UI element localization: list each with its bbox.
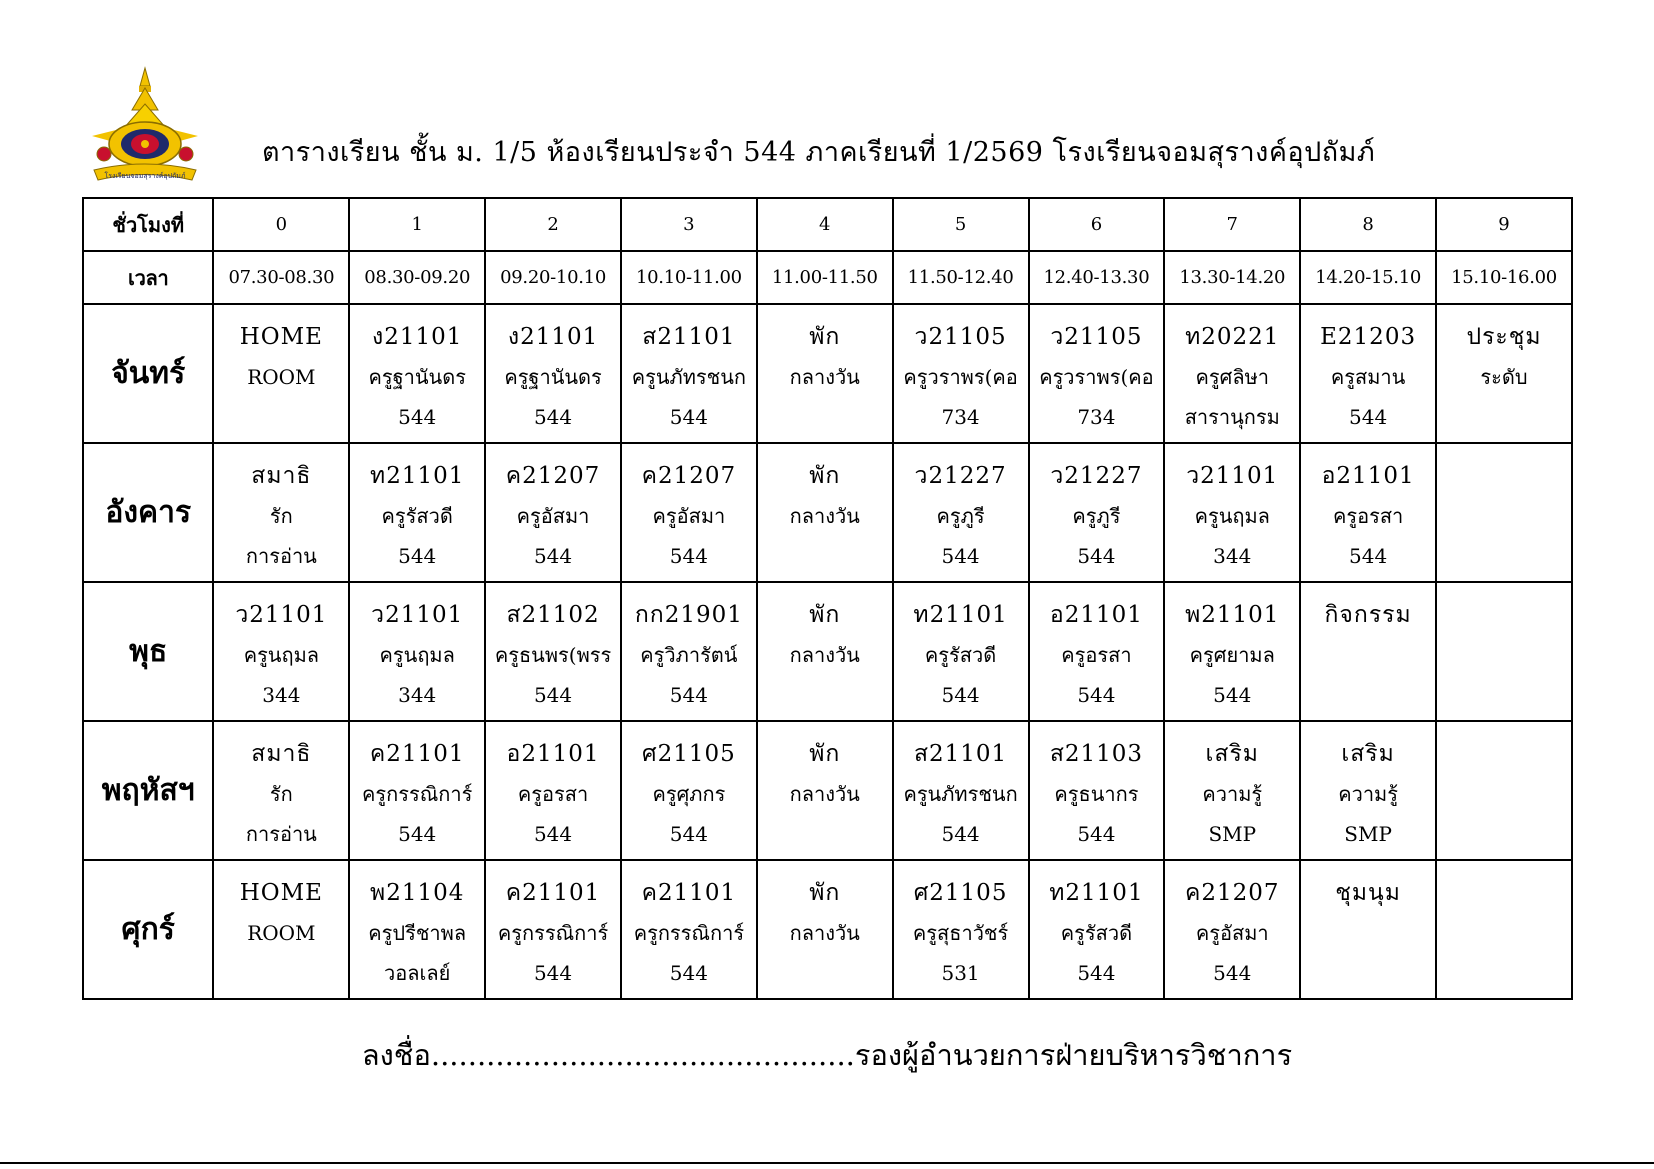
schedule-cell (1164, 860, 1300, 999)
schedule-cell (1029, 582, 1165, 721)
schedule-cell (1436, 304, 1572, 443)
teacher-name: ครูปรีชาพล (368, 921, 467, 945)
room-number: 544 (941, 544, 980, 568)
room-number: 544 (669, 961, 708, 985)
teacher-name: กลางวัน (789, 643, 860, 667)
teacher-name: ครูสุธาวัชร์ (912, 921, 1009, 945)
subject-code: ท21101 (913, 602, 1008, 628)
day-name: จันทร์ (83, 304, 213, 443)
schedule-cell (213, 582, 349, 721)
teacher-name: ROOM (247, 921, 316, 945)
schedule-cell (213, 860, 349, 999)
subject-code: ง21101 (372, 324, 463, 350)
schedule-cell (1436, 721, 1572, 860)
page-bottom-divider (0, 1162, 1654, 1164)
room-number: 544 (533, 405, 573, 429)
room-number: 544 (398, 544, 437, 568)
period-number: 5 (893, 198, 1029, 251)
subject-code: ว21105 (1050, 324, 1143, 350)
subject-code: HOME (239, 880, 323, 906)
schedule-cell (621, 721, 757, 860)
day-row (83, 721, 1572, 860)
schedule-cell (893, 721, 1029, 860)
teacher-name: ครูวราพร(คอ (1039, 365, 1154, 389)
teacher-name: ครูวิภารัตน์ (640, 643, 738, 667)
schedule-cell (1164, 582, 1300, 721)
timetable (82, 197, 1573, 1000)
period-time: 11.00-11.50 (757, 251, 893, 304)
room-number: 544 (533, 683, 573, 707)
room-number: 544 (669, 405, 708, 429)
subject-code: พัก (809, 880, 841, 906)
subject-code: ค21207 (1184, 880, 1280, 906)
period-time: 12.40-13.30 (1029, 251, 1165, 304)
schedule-cell (349, 582, 485, 721)
room-number: 544 (1077, 961, 1116, 985)
teacher-name: รัก (269, 782, 293, 806)
period-label: ชั่วโมงที่ (83, 198, 213, 251)
period-time: 10.10-11.00 (621, 251, 757, 304)
room-number: สารานุกรม (1184, 405, 1280, 429)
subject-code: กิจกรรม (1324, 602, 1412, 628)
day-row (83, 304, 1572, 443)
subject-code: ส21101 (642, 324, 736, 350)
room-number: วอลเลย์ (384, 961, 451, 985)
subject-code: ว21101 (1186, 463, 1279, 489)
subject-code: ค21101 (369, 741, 465, 767)
teacher-name: ครูธนากร (1054, 782, 1139, 806)
schedule-cell (1164, 721, 1300, 860)
schedule-cell (893, 860, 1029, 999)
teacher-name: ครูอัสมา (652, 504, 726, 528)
period-time: 09.20-10.10 (485, 251, 621, 304)
schedule-cell (757, 304, 893, 443)
subject-code: พัก (809, 463, 841, 489)
subject-code: ค21207 (505, 463, 601, 489)
teacher-name: ครูภูรี (936, 504, 985, 528)
schedule-cell (1300, 582, 1436, 721)
room-number: 544 (1213, 961, 1252, 985)
period-number: 3 (621, 198, 757, 251)
period-time: 11.50-12.40 (893, 251, 1029, 304)
room-number: 544 (533, 544, 573, 568)
subject-code: พ21104 (370, 880, 465, 906)
period-number: 4 (757, 198, 893, 251)
subject-code: ศ21105 (913, 880, 1008, 906)
teacher-name: ครูนภัทรชนก (903, 782, 1018, 806)
teacher-name: ความรู้ (1338, 782, 1398, 806)
subject-code: ส21102 (506, 602, 600, 628)
teacher-name: ครูกรรณิการ์ (362, 782, 473, 806)
room-number: SMP (1208, 822, 1257, 846)
subject-code: อ21101 (506, 741, 600, 767)
teacher-name: ครูรัสวดี (1060, 921, 1133, 945)
teacher-name: กลางวัน (789, 782, 860, 806)
schedule-cell (485, 443, 621, 582)
teacher-name: กลางวัน (789, 504, 860, 528)
schedule-cell (893, 304, 1029, 443)
teacher-name: กลางวัน (789, 921, 860, 945)
room-number: 344 (1213, 544, 1252, 568)
subject-code: ง21101 (507, 324, 599, 350)
schedule-cell (757, 721, 893, 860)
schedule-cell (349, 721, 485, 860)
teacher-name: ครูวราพร(คอ (903, 365, 1018, 389)
teacher-name: ครูฐานันดร (368, 365, 466, 389)
teacher-name: ครูศลิษา (1195, 365, 1270, 389)
room-number: 544 (669, 822, 708, 846)
period-header-row (83, 198, 1572, 251)
schedule-cell (213, 443, 349, 582)
schedule-cell (1029, 304, 1165, 443)
room-number: การอ่าน (245, 822, 317, 846)
teacher-name: ครูนภัทรชนก (631, 365, 747, 389)
room-number: 544 (398, 405, 437, 429)
room-number: 344 (398, 683, 437, 707)
schedule-cell (757, 860, 893, 999)
subject-code: เสริม (1341, 741, 1395, 767)
teacher-name: ครูอรสา (1061, 643, 1132, 667)
period-time: 08.30-09.20 (349, 251, 485, 304)
room-number: 544 (1077, 822, 1116, 846)
schedule-cell (349, 304, 485, 443)
room-number: 531 (941, 961, 980, 985)
schedule-cell (1436, 443, 1572, 582)
teacher-name: ROOM (247, 365, 316, 389)
schedule-cell (1300, 304, 1436, 443)
subject-code: พ21101 (1185, 602, 1280, 628)
period-number: 7 (1164, 198, 1300, 251)
logo-ribbon-text: โรงเรียนจอมสุรางค์อุปถัมภ์ (104, 172, 186, 180)
subject-code: พัก (809, 741, 841, 767)
schedule-cell (757, 582, 893, 721)
subject-code: ค21207 (641, 463, 737, 489)
teacher-name: ครูฐานันดร (504, 365, 602, 389)
schedule-cell (893, 582, 1029, 721)
room-number: SMP (1344, 822, 1392, 846)
teacher-name: ระดับ (1480, 365, 1528, 389)
period-time: 07.30-08.30 (213, 251, 349, 304)
teacher-name: ครูศุภกร (652, 782, 726, 806)
subject-code: ท20221 (1185, 324, 1280, 350)
day-row (83, 860, 1572, 999)
subject-code: อ21101 (1321, 463, 1415, 489)
subject-code: ว21227 (914, 463, 1007, 489)
schedule-cell (621, 582, 757, 721)
schedule-cell (1164, 443, 1300, 582)
teacher-name: ความรู้ (1202, 782, 1263, 806)
schedule-cell (1164, 304, 1300, 443)
subject-code: ประชุม (1466, 324, 1542, 350)
teacher-name: ครูอัสมา (1195, 921, 1269, 945)
subject-code: ค21101 (641, 880, 737, 906)
subject-code: อ21101 (1049, 602, 1143, 628)
schedule-cell (621, 443, 757, 582)
teacher-name: ครูภูรี (1072, 504, 1121, 528)
subject-code: ว21101 (371, 602, 464, 628)
period-number: 6 (1029, 198, 1165, 251)
room-number: 544 (1077, 544, 1116, 568)
subject-code: กก21901 (634, 602, 743, 628)
room-number: 544 (669, 544, 708, 568)
period-time: 15.10-16.00 (1436, 251, 1572, 304)
teacher-name: ครูสมาน (1330, 365, 1406, 389)
schedule-cell (349, 443, 485, 582)
subject-code: ส21101 (913, 741, 1008, 767)
teacher-name: ครูธนพร(พรร (494, 643, 612, 667)
schedule-cell (1436, 582, 1572, 721)
room-number: 544 (941, 822, 980, 846)
room-number: 544 (1077, 683, 1116, 707)
schedule-cell (621, 860, 757, 999)
subject-code: สมาธิ (251, 741, 312, 767)
schedule-cell (1436, 860, 1572, 999)
subject-code: ค21101 (505, 880, 601, 906)
time-header-row (83, 251, 1572, 304)
day-row (83, 582, 1572, 721)
day-name: พฤหัสฯ (83, 721, 213, 860)
teacher-name: ครูอัสมา (516, 504, 590, 528)
subject-code: HOME (239, 324, 323, 350)
schedule-cell (485, 304, 621, 443)
subject-code: ชุมนุม (1335, 880, 1401, 906)
room-number: 544 (941, 683, 980, 707)
room-number: 734 (1077, 405, 1116, 429)
room-number: 544 (533, 822, 573, 846)
schedule-cell (213, 721, 349, 860)
subject-code: พัก (809, 324, 841, 350)
school-emblem-icon (84, 66, 206, 192)
schedule-cell (485, 860, 621, 999)
subject-code: ท21101 (1049, 880, 1144, 906)
teacher-name: ครูนฤมล (1194, 504, 1270, 528)
signature-line: ลงชื่อ..............................................รองผู้อำนวยการฝ่ายบริหารวิชาการ (361, 1038, 1293, 1072)
period-time: 14.20-15.10 (1300, 251, 1436, 304)
subject-code: ว21101 (235, 602, 328, 628)
schedule-cell (1029, 721, 1165, 860)
schedule-cell (485, 721, 621, 860)
teacher-name: ครูรัสวดี (381, 504, 453, 528)
subject-code: E21203 (1320, 324, 1417, 350)
period-time: 13.30-14.20 (1164, 251, 1300, 304)
teacher-name: ครูอรสา (517, 782, 589, 806)
schedule-cell (757, 443, 893, 582)
period-number: 8 (1300, 198, 1436, 251)
schedule-cell (621, 304, 757, 443)
teacher-name: กลางวัน (789, 365, 860, 389)
period-number: 2 (485, 198, 621, 251)
schedule-cell (1300, 860, 1436, 999)
subject-code: ว21105 (914, 324, 1007, 350)
room-number: 544 (533, 961, 573, 985)
period-number: 1 (349, 198, 485, 251)
room-number: 544 (669, 683, 708, 707)
schedule-cell (1300, 721, 1436, 860)
room-number: การอ่าน (245, 544, 317, 568)
room-number: 544 (1349, 405, 1388, 429)
teacher-name: ครูอรสา (1332, 504, 1404, 528)
page-title: ตารางเรียน ชั้น ม. 1/5 ห้องเรียนประจำ 544 ภาคเรียนที่ 1/2569 โรงเรียนจอมสุรางค์อุปถัมภ์ (262, 137, 1376, 168)
time-label: เวลา (83, 251, 213, 304)
day-row (83, 443, 1572, 582)
room-number: 344 (262, 683, 301, 707)
subject-code: ท21101 (370, 463, 465, 489)
period-number: 9 (1436, 198, 1572, 251)
school-logo (84, 66, 206, 192)
room-number: 734 (941, 405, 980, 429)
schedule-cell (485, 582, 621, 721)
room-number: 544 (1349, 544, 1388, 568)
teacher-name: ครูนฤมล (243, 643, 320, 667)
subject-code: ศ21105 (642, 741, 736, 767)
schedule-cell (213, 304, 349, 443)
teacher-name: รัก (269, 504, 293, 528)
subject-code: พัก (809, 602, 841, 628)
room-number: 544 (398, 822, 437, 846)
teacher-name: ครูรัสวดี (924, 643, 997, 667)
subject-code: สมาธิ (251, 463, 312, 489)
subject-code: ว21227 (1050, 463, 1143, 489)
day-name: ศุกร์ (83, 860, 213, 999)
subject-code: เสริม (1205, 741, 1259, 767)
subject-code: ส21103 (1049, 741, 1144, 767)
teacher-name: ครูกรรณิการ์ (633, 921, 745, 945)
day-name: อังคาร (83, 443, 213, 582)
schedule-cell (893, 443, 1029, 582)
schedule-cell (349, 860, 485, 999)
room-number: 544 (1213, 683, 1252, 707)
day-name: พุธ (83, 582, 213, 721)
period-number: 0 (213, 198, 349, 251)
teacher-name: ครูศยามล (1189, 643, 1275, 667)
schedule-cell (1029, 443, 1165, 582)
schedule-cell (1300, 443, 1436, 582)
teacher-name: ครูกรรณิการ์ (497, 921, 609, 945)
schedule-cell (1029, 860, 1165, 999)
teacher-name: ครูนฤมล (379, 643, 455, 667)
